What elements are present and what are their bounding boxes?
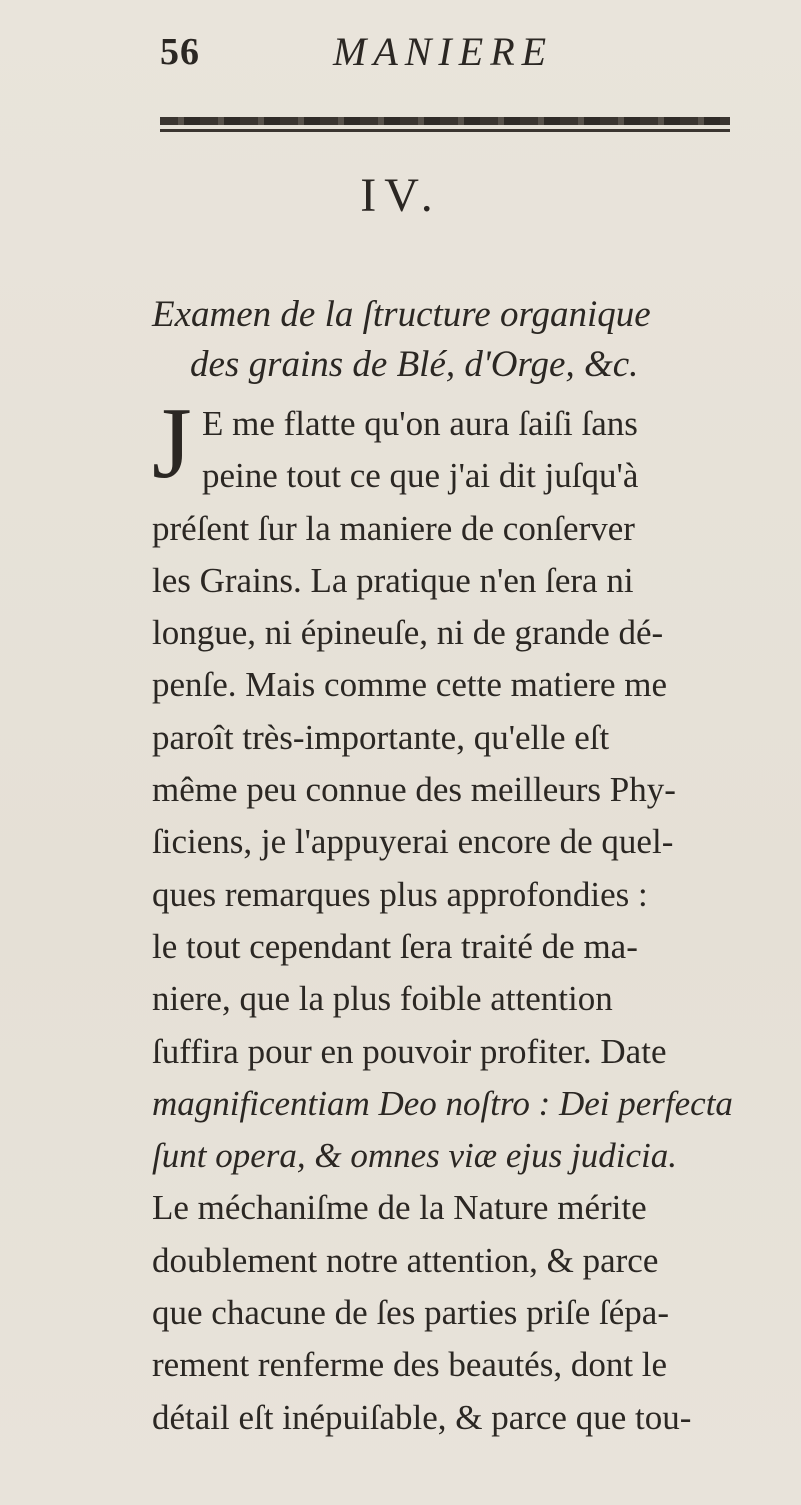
page-header: [0, 18, 801, 74]
section-title-line-1: Examen de la ſtructure organique: [152, 294, 651, 335]
text-line: longue, ni épineuſe, ni de grande dé-: [152, 613, 664, 653]
text-line: que chacune de ſes parties priſe ſépa-: [152, 1293, 669, 1333]
text-line: les Grains. La pratique n'en ſera ni: [152, 560, 634, 600]
text-line: E me flatte qu'on aura ſaiſi ſans: [202, 404, 638, 443]
page-number: 56: [160, 31, 200, 73]
text-line: ques remarques plus approfondies :: [152, 874, 648, 914]
section-number: IV.: [360, 169, 441, 222]
text-line: ſiciens, je l'appuyerai encore de quel-: [152, 822, 674, 862]
ornamental-rule: [160, 117, 730, 125]
body-text: [152, 398, 772, 1444]
text-line: préſent ſur la maniere de conſerver: [152, 508, 635, 548]
text-line: le tout cependant ſera traité de ma-: [152, 926, 638, 966]
text-line: même peu connue des meilleurs Phy-: [152, 770, 676, 810]
section-title-line-2: des grains de Blé, d'Orge, &c.: [190, 344, 639, 385]
running-head: MANIERE: [333, 29, 554, 74]
text-line: penſe. Mais comme cette matiere me: [152, 665, 668, 705]
drop-cap: J: [152, 387, 192, 500]
text-line: niere, que la plus foible attention: [152, 979, 613, 1019]
text-line: peine tout ce que j'ai dit juſqu'à: [202, 456, 639, 496]
text-line-latin: ſunt opera, & omnes viæ ejus judicia.: [152, 1136, 677, 1176]
text-line: Le méchaniſme de la Nature mérite: [152, 1188, 647, 1228]
text-line: ſuffira pour en pouvoir profiter. Date: [152, 1031, 667, 1071]
divider-rule: [160, 129, 730, 132]
text-line: détail eſt inépuiſable, & parce que tou-: [152, 1397, 692, 1437]
text-line: paroît très-importante, qu'elle eſt: [152, 717, 610, 757]
section-title: [152, 290, 792, 390]
text-line: rement renferme des beautés, dont le: [152, 1345, 668, 1385]
text-line: doublement notre attention, & parce: [152, 1240, 659, 1280]
text-line-latin: magnificentiam Deo noſtro : Dei perfecta: [152, 1083, 733, 1123]
